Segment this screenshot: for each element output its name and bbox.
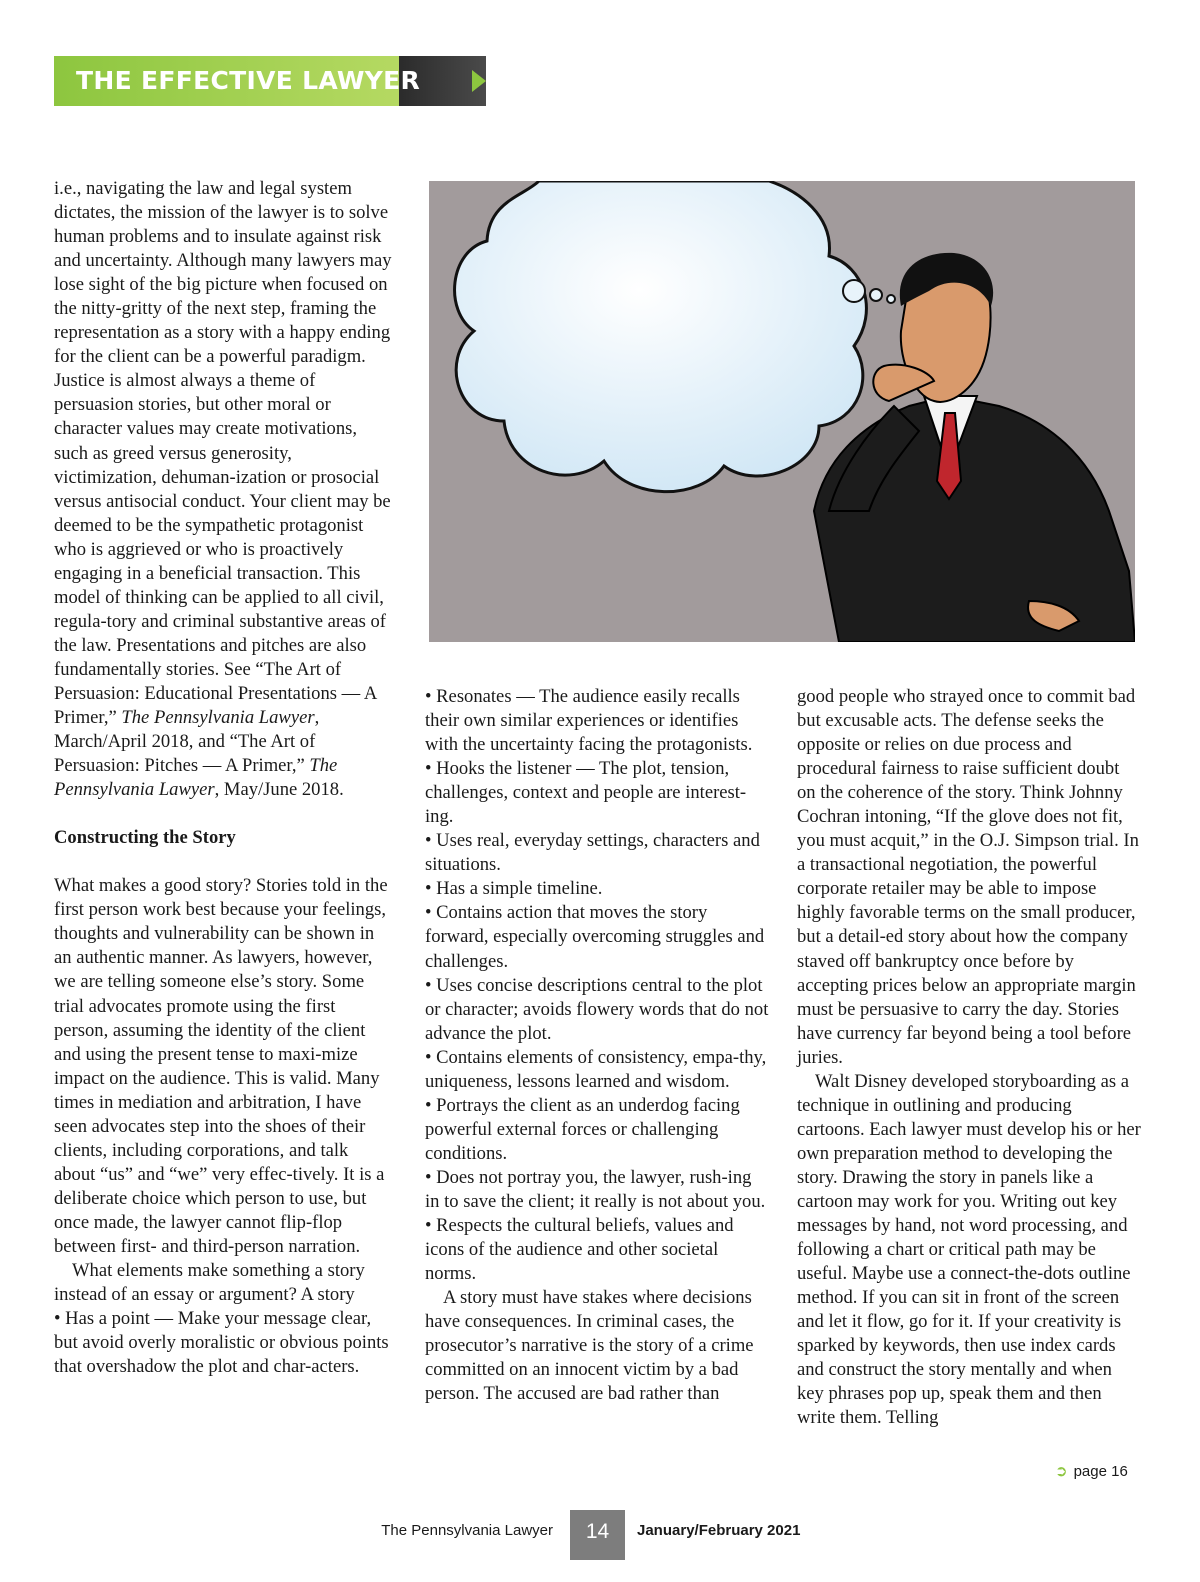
thinking-lawyer-illustration [429, 181, 1135, 642]
bullet-item: • Portrays the client as an underdog facing powerful external forces or challenging conditions. [425, 1094, 740, 1164]
bullet-item: • Does not portray you, the lawyer, rush-ing in to save the client; it really is not about you. [425, 1166, 766, 1212]
col1-p1-text: i.e., navigating the law and legal system dictates, the mission of the lawyer is to solve human problems and to insulate against risk and uncertainty. Although many lawyers may lose sight of the big picture when focused on the nitty-gritty of the next step, framing the representation as a story with a happy ending for the client can be a powerful paradigm. Justice is almost always a theme of persuasion stories, but other moral or character values may create motivations, such as greed versus generosity, victimization, dehuman-ization or prosocial versus antisocial conduct. Your client may be deemed to be the sympathetic protagonist who is aggrieved or who is proactively engaging in a beneficial transaction. This model of thinking can be applied to all civil, regula-tory and criminal substantive areas of the law. Presentations and pitches are also fundamentally stories. See “The Art of Persuasion: Educational Presentations — A Primer,” [54, 178, 392, 729]
thought-dot [870, 289, 882, 301]
col1-p1-end: , May/June 2018. [214, 779, 344, 801]
arrow-right-icon: ➲ [1055, 1463, 1068, 1480]
col3-paragraph-1: good people who strayed once to commit bad but excusable acts. The defense seeks the opposite or relies on due process and procedural fairness to raise sufficient doubt on the coherence of the story. Think Johnny Cochran intoning, “If the glove does not fit, you must acquit,” in the O.J. Simpson trial. In a transactional negotiation, the powerful corporate retailer may be able to impose highly favorable terms on the small producer, but a detail-ed story about how the company staved off bankruptcy once before by accepting prices below an appropriate margin must be persuasive to carry the day. Stories have currency far beyond being a tool before juries. [797, 686, 1139, 1068]
section-title: THE EFFECTIVE LAWYER [76, 66, 421, 95]
bullet-item: • Has a simple timeline. [425, 878, 603, 900]
continued-link[interactable] [1055, 1462, 1128, 1480]
journal-title: The Pennsylvania Lawyer [121, 707, 315, 729]
col2-paragraph-1: A story must have stakes where decisions have consequences. In criminal cases, the prosecutor’s narrative is the story of a crime committed on an innocent victim by a bad person. The accused are bad rather than [425, 1287, 754, 1405]
section-banner [54, 56, 486, 106]
thought-bubble [455, 181, 867, 492]
footer-publication: The Pennsylvania Lawyer [381, 1522, 553, 1539]
col1-paragraph-3: What elements make something a story instead of an essay or argument? A story [54, 1260, 365, 1306]
page-number: 14 [570, 1510, 625, 1560]
footer-issue: January/February 2021 [637, 1522, 801, 1539]
bullet-item: • Contains action that moves the story forward, especially overcoming struggles and challenges. [425, 902, 765, 972]
bullet-item: • Contains elements of consistency, empa-thy, uniqueness, lessons learned and wisdom. [425, 1046, 767, 1092]
journal-title: The Pennsylvania Lawyer [54, 755, 338, 801]
continued-label: page 16 [1073, 1463, 1128, 1480]
thought-dot [887, 295, 895, 303]
section-heading: Constructing the Story [54, 827, 236, 849]
bullet-item: • Resonates — The audience easily recalls their own similar experiences or identifies with the uncertainty facing the protagonists. [425, 686, 753, 756]
bullet-item: • Uses concise descriptions central to the plot or character; avoids flowery words that do not advance the plot. [425, 974, 769, 1044]
bullet-item: • Hooks the listener — The plot, tension, challenges, context and people are interest-ing. [425, 758, 747, 828]
col3-paragraph-2: Walt Disney developed storyboarding as a technique in outlining and producing cartoons. Each lawyer must develop his or her own preparation method to developing the story. Drawing the story in panels like a cartoon may work for you. Writing out key messages by hand, not word processing, and following a chart or critical path may be useful. Maybe use a connect-the-dots outline method. If you can sit in front of the screen and let it flow, go for it. If your creativity is sparked by keywords, then use index cards and construct the story mentally and when key phrases pop up, speak them and then write them. Telling [797, 1070, 1141, 1429]
bullet-item: • Has a point — Make your message clear, but avoid overly moralistic or obvious points that overshadow the plot and char-acters. [54, 1308, 389, 1378]
col1-paragraph-1 [54, 177, 394, 802]
chevron-right-icon [472, 70, 486, 92]
column-1 [54, 177, 394, 1379]
thought-dot [843, 280, 865, 302]
column-2 [425, 685, 770, 1406]
column-3 [797, 685, 1142, 1430]
col1-paragraph-2: What makes a good story? Stories told in the first person work best because your feelings, thoughts and vulnerability can be shown in an authentic manner. As lawyers, however, we are telling someone else’s story. Some trial advocates promote using the first person, assuming the identity of the client and using the present tense to maxi-mize impact on the audience. This is valid. Many times in mediation and arbitration, I have seen advocates step into the shoes of their clients, including corporations, and talk about “us” and “we” very effec-tively. It is a deliberate choice which person to use, but once made, the lawyer cannot flip-flop between first- and third-person narration. [54, 875, 388, 1257]
col1-p1-mid: , March/April 2018, and “The Art of Persuasion: Pitches — A Primer,” [54, 707, 320, 777]
bullet-item: • Respects the cultural beliefs, values and icons of the audience and other societal norms. [425, 1215, 734, 1285]
bullet-item: • Uses real, everyday settings, characters and situations. [425, 830, 760, 876]
